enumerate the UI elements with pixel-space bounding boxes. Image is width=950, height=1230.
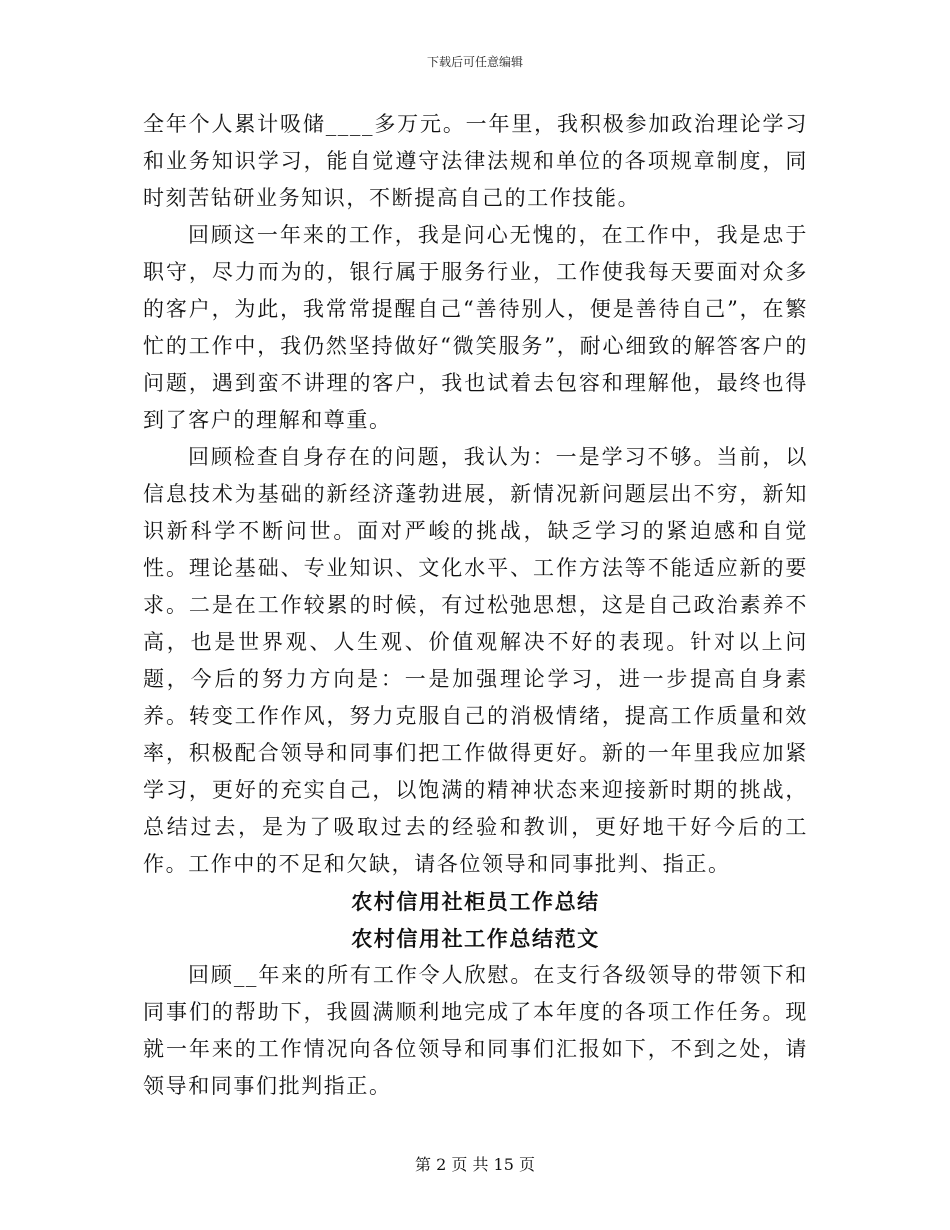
paragraph-deposit-summary: 全年个人累计吸储____多万元。一年里，我积极参加政治理论学习和业务知识学习，能自觉遵守法律法规和单位的各项规章制度，同时刻苦钻研业务知识，不断提高自己的工作技能。 [143,112,808,210]
section-subtitle: 农村信用社工作总结范文 [351,926,600,951]
section-title: 农村信用社柜员工作总结 [351,889,600,914]
document-body [143,106,808,1105]
paragraph-annual-review: 回顾__年来的所有工作令人欣慰。在支行各级领导的带领下和同事们的帮助下，我圆满顺利地完成了本年度的各项工作任务。现就一年来的工作情况向各位领导和同事们汇报如下，不到之处，请领导和同事们批判指正。 [143,963,808,1098]
download-edit-note: 下载后可任意编辑 [426,55,523,69]
paragraph-problem-review: 回顾检查自身存在的问题，我认为：一是学习不够。当前，以信息技术为基础的新经济蓬勃进展，新情况新问题层出不穷，新知识新科学不断问世。面对严峻的挑战，缺乏学习的紧迫感和自觉性。理论基础、专业知识、文化水平、工作方法等不能适应新的要求。二是在工作较累的时候，有过松弛思想，这是自己政治素养不高，也是世界观、人生观、价值观解决不好的表现。针对以上问题，今后的努力方向是：一是加强理论学习，进一步提高自身素养。转变工作作风，努力克服自己的消极情绪，提高工作质量和效率，积极配合领导和同事们把工作做得更好。新的一年里我应加紧学习，更好的充实自己，以饱满的精神状态来迎接新时期的挑战，总结过去，是为了吸取过去的经验和教训，更好地干好今后的工作。工作中的不足和欠缺，请各位领导和同事批判、指正。 [143,445,808,876]
paragraph-work-review: 回顾这一年来的工作，我是问心无愧的，在工作中，我是忠于职守，尽力而为的，银行属于服务行业，工作使我每天要面对众多的客户，为此，我常常提醒自己“善待别人，便是善待自己”，在繁忙的工作中，我仍然坚持做好“微笑服务”，耐心细致的解答客户的问题，遇到蛮不讲理的客户，我也试着去包容和理解他，最终也得到了客户的理解和尊重。 [143,223,808,432]
page-number: 第 2 页 共 15 页 [415,1155,535,1174]
